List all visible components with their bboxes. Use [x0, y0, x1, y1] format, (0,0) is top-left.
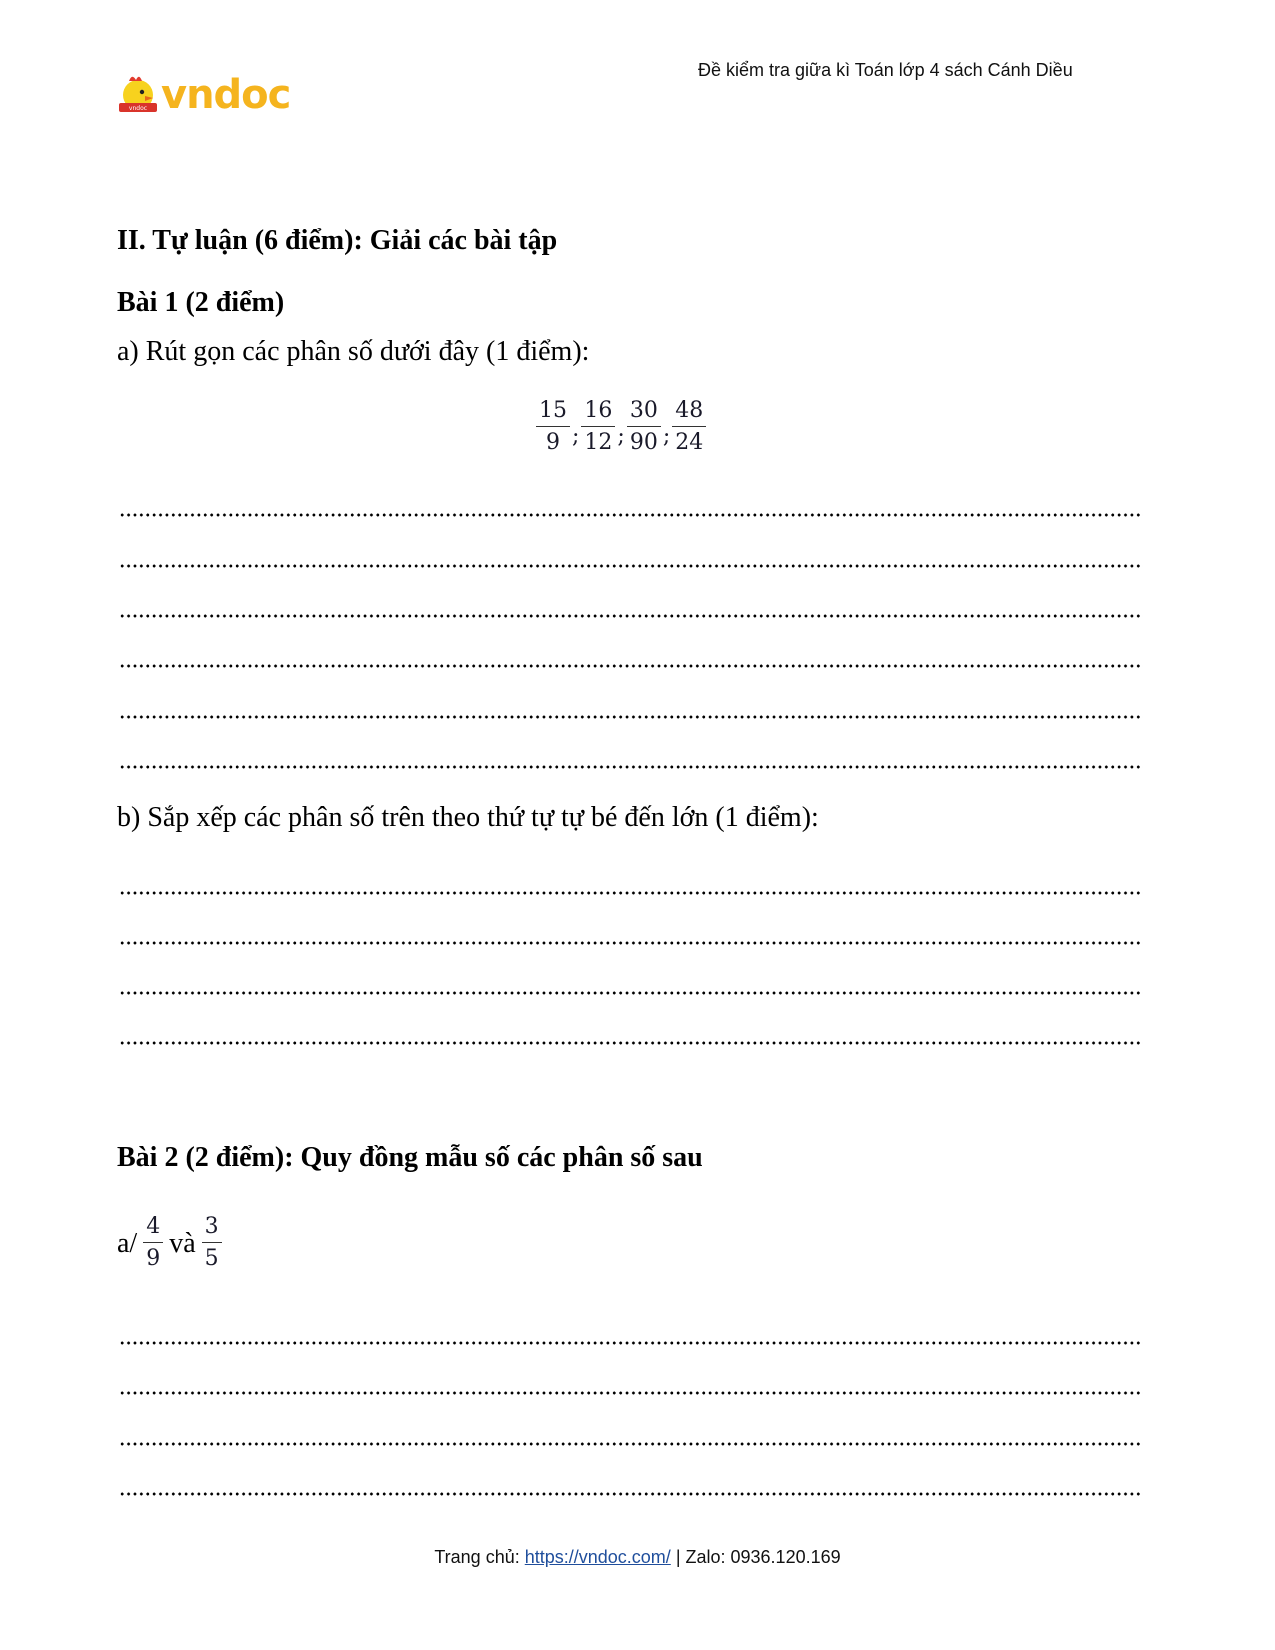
answer-line[interactable] [119, 614, 1143, 618]
vndoc-logo [117, 72, 307, 118]
exercise-1b-prompt: b) Sắp xếp các phân số trên theo thứ tự tự bé đến lớn (1 điểm): [117, 802, 819, 833]
answer-line[interactable] [119, 891, 1143, 895]
document-header-title: Đề kiểm tra giữa kì Toán lớp 4 sách Cánh Diều [698, 60, 1073, 80]
fraction [202, 1214, 222, 1272]
exercise-2a-expression [117, 1214, 222, 1272]
exercise-1-title: Bài 1 (2 điểm) [117, 287, 285, 318]
numerator: 16 [581, 398, 615, 427]
svg-text:vndoc: vndoc [128, 105, 148, 112]
page-footer [0, 1547, 1275, 1568]
denominator: 9 [546, 430, 560, 455]
chicken-mascot-icon [117, 73, 159, 117]
part-label: a/ [117, 1228, 138, 1259]
denominator: 9 [146, 1246, 161, 1271]
denominator: 12 [584, 430, 613, 455]
logo-wordmark: vndoc [161, 72, 291, 118]
answer-line[interactable] [119, 1041, 1143, 1045]
denominator: 5 [204, 1246, 219, 1271]
exercise-1a-prompt: a) Rút gọn các phân số dưới đây (1 điểm): [117, 336, 590, 367]
numerator: 15 [536, 398, 570, 427]
numerator: 30 [627, 398, 661, 427]
answer-line[interactable] [119, 513, 1143, 517]
answer-line[interactable] [119, 765, 1143, 769]
homepage-link[interactable]: https://vndoc.com/ [524, 1547, 671, 1567]
numerator: 48 [672, 398, 706, 427]
answer-line[interactable] [119, 564, 1143, 568]
fraction [581, 398, 615, 456]
fraction [143, 1214, 163, 1272]
footer-zalo: Zalo: 0936.120.169 [685, 1547, 841, 1567]
exercise-1-fractions [536, 398, 706, 456]
answer-line[interactable] [119, 941, 1143, 945]
answer-line[interactable] [119, 1442, 1143, 1446]
denominator: 24 [675, 430, 704, 455]
footer-separator: | [670, 1547, 686, 1567]
fraction [627, 398, 661, 456]
denominator: 90 [629, 430, 658, 455]
fraction [536, 398, 570, 456]
numerator: 4 [143, 1214, 163, 1243]
answer-line[interactable] [119, 991, 1143, 995]
section-title: II. Tự luận (6 điểm): Giải các bài tập [117, 225, 558, 256]
answer-line[interactable] [119, 664, 1143, 668]
footer-prefix: Trang chủ: [434, 1547, 525, 1567]
answer-line[interactable] [119, 1341, 1143, 1345]
numerator: 3 [202, 1214, 222, 1243]
answer-line[interactable] [119, 715, 1143, 719]
fraction [672, 398, 706, 456]
answer-line[interactable] [119, 1391, 1143, 1395]
separator: ; [572, 423, 580, 449]
separator: ; [662, 423, 671, 449]
exercise-2-title: Bài 2 (2 điểm): Quy đồng mẫu số các phân số sau [117, 1142, 703, 1173]
joiner-text: và [169, 1228, 196, 1259]
separator: ; [617, 423, 625, 449]
answer-line[interactable] [119, 1492, 1143, 1496]
